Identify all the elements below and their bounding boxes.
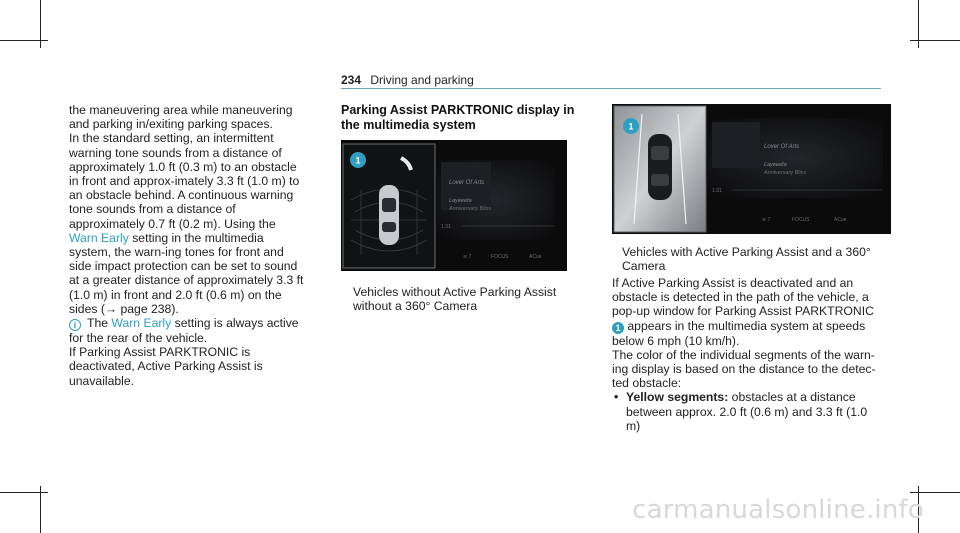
paragraph: The color of the individual segments of the warn-ing display is based on the distance to the detec-ted obstacle: [612, 347, 876, 391]
multimedia-screenshot [341, 140, 567, 271]
callout-badge: 1 [628, 121, 634, 132]
warn-early-link[interactable]: Warn Early [69, 230, 129, 245]
bullet-text: obstacles at a distance between approx. 2.0 ft (0.6 m) and 3.3 ft (1.0 m) [626, 390, 868, 433]
media-button[interactable]: ≋ 7 [762, 217, 771, 223]
warn-early-link[interactable]: Warn Early [111, 316, 172, 331]
section-heading: Parking Assist PARKTRONIC display in the multimedia system [341, 103, 575, 132]
parktronic-360-display [612, 104, 891, 234]
note [69, 316, 307, 345]
track-time: 1:31 [441, 224, 451, 230]
header-rule [341, 88, 881, 89]
left-column [69, 103, 307, 388]
callout-badge: 1 [355, 155, 361, 166]
bullet-label: Yellow segments: [626, 390, 729, 405]
page-number: 234 [341, 73, 362, 87]
figure-caption: Vehicles without Active Parking Assist without a 360° Camera [353, 285, 557, 314]
text: appears in the multimedia system at speeds below 6 mph (10 km/h). [612, 318, 866, 348]
page-header [341, 73, 474, 87]
crop-mark [910, 40, 960, 41]
song-title: Lover Of Arts [764, 144, 800, 150]
middle-column [341, 103, 581, 132]
media-button[interactable]: FOCUS [491, 254, 509, 260]
section-title: Driving and parking [370, 73, 474, 87]
media-button[interactable]: ≋ 7 [463, 254, 472, 260]
artist-name: Layeeefa [764, 162, 787, 168]
page-ref[interactable]: page 238). [117, 301, 179, 316]
media-button[interactable]: FOCUS [792, 217, 810, 223]
media-button[interactable]: ACue [834, 217, 847, 223]
text: setting in the multimedia system, the warn-ing tones for front and side impact protection can be set to sound at a greater distance of approximately 3.3 ft (1.0 m) in front and 2.0 ft (0.6 m) on the sides ( [69, 230, 304, 316]
paragraph: If Parking Assist PARKTRONIC is deactivated, Active Parking Assist is unavailable. [69, 345, 263, 388]
crop-mark [0, 40, 48, 41]
right-column [612, 276, 880, 433]
crop-mark [910, 492, 960, 493]
track-time: 1:31 [712, 188, 722, 194]
watermark: carmanualsonline.info [632, 495, 924, 525]
text: setting is always active for the rear of the vehicle. [69, 316, 299, 346]
info-icon: i [69, 319, 81, 331]
text: If Active Parking Assist is deactivated and an obstacle is detected in the path of the vehicle, a pop-up window for Parking Assist PARKTRONIC [612, 276, 874, 319]
text: In the standard setting, an intermittent warning tone sounds from a distance of approximately 1.0 ft (0.3 m) to an obstacle in front and approx-imately 3.3 ft (1.0 m) to an obstacle behind. A continuous warning tone sounds from a distance of approximately 0.7 ft (0.2 m). Using the [69, 131, 300, 231]
crop-mark [0, 492, 48, 493]
list-item [612, 390, 880, 433]
parktronic-display [341, 140, 567, 271]
callout-badge: 1 [612, 322, 624, 334]
song-title: Lover Of Arts [449, 180, 485, 186]
artist-name: Layeeefa [449, 198, 472, 204]
paragraph: the maneuvering area while maneuvering and parking in/exiting parking spaces. [69, 103, 293, 132]
paragraph [69, 131, 307, 316]
arrow-icon: → [104, 301, 118, 316]
multimedia-screenshot [612, 104, 891, 234]
text: The [87, 316, 112, 331]
album-name: Anniversary Bliss [764, 170, 807, 176]
paragraph [612, 276, 880, 348]
figure-caption: Vehicles with Active Parking Assist and a 360° Camera [622, 245, 871, 274]
crop-mark [40, 486, 41, 533]
album-name: Anniversary Bliss [449, 206, 492, 212]
media-button[interactable]: ACue [529, 254, 542, 260]
